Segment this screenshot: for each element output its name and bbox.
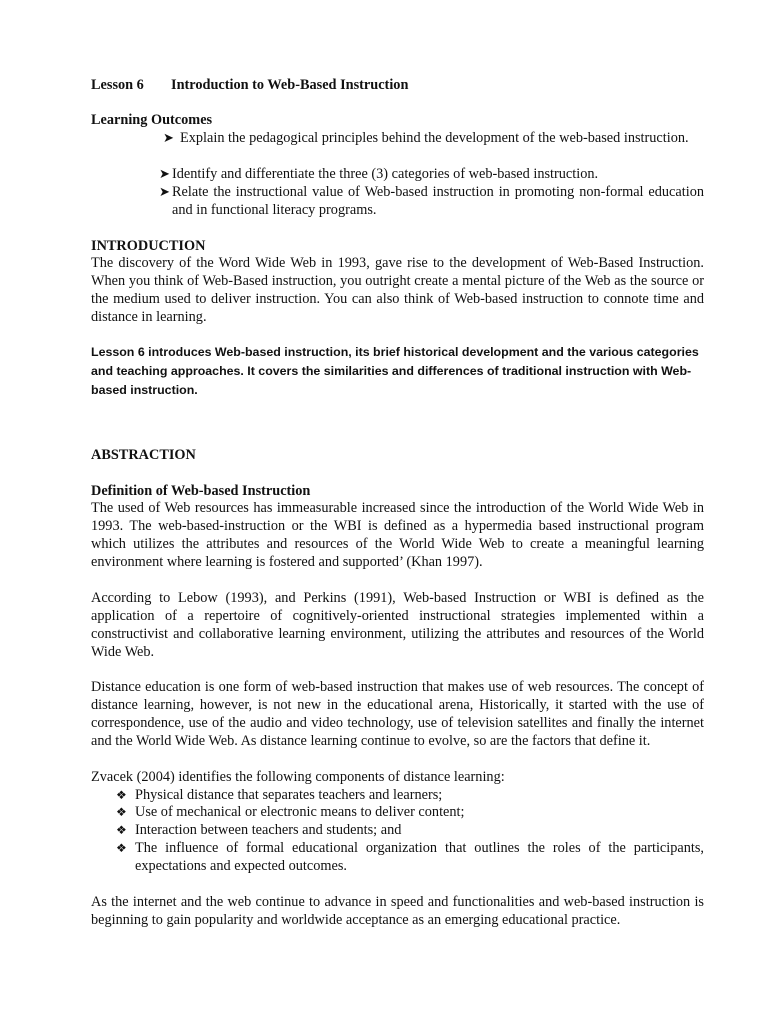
arrow-bullet-icon: ➤ (159, 184, 170, 199)
components-intro: Zvacek (2004) identifies the following components of distance learning: (91, 769, 505, 785)
component-item (116, 786, 704, 804)
lesson-title-text: Introduction to Web-Based Instruction (171, 77, 409, 93)
definition-paragraph-1: The used of Web resources has immeasurable increased since the introduction of the World Wide Web in 1993. The web-based-instruction or the WBI is defined as a hypermedia based instructional program which utilizes the attributes and resources of the World Wide Web to create a meaningful learning environment where learning is fostered and supported’ (Khan 1997). (91, 500, 704, 570)
outcome-item (159, 165, 704, 183)
component-item (116, 821, 704, 839)
definition-heading: Definition of Web-based Instruction (91, 483, 311, 499)
outcome-item (163, 129, 704, 147)
component-item (116, 839, 704, 875)
outcome-text: Relate the instructional value of Web-based instruction in promoting non-formal education and in functional literacy programs. (172, 184, 704, 218)
component-item (116, 803, 704, 821)
abstraction-heading: ABSTRACTION (91, 447, 196, 463)
definition-paragraph-2: According to Lebow (1993), and Perkins (1991), Web-based Instruction or WBI is defined as the application of a repertoire of cognitively-oriented instructional strategies implemented within a constructivist and collaborative learning environment, utilizing the attributes and resources of the World Wide Web. (91, 590, 704, 660)
distance-education-paragraph: Distance education is one form of web-based instruction that makes use of web resources. The concept of distance learning, however, is not new in the educational arena, Historically, it started with the use of correspondence, use of the audio and video technology, use of television satellites and finally the internet and the World Wide Web. As distance learning continue to evolve, so are the factors that define it. (91, 679, 704, 749)
lesson-number: Lesson 6 (91, 77, 144, 93)
component-text: Interaction between teachers and students; and (135, 822, 402, 838)
diamond-bullet-icon: ❖ (116, 841, 127, 855)
outcome-text: Explain the pedagogical principles behind the development of the web-based instruction. (180, 130, 689, 146)
diamond-bullet-icon: ❖ (116, 805, 127, 819)
introduction-paragraph: The discovery of the Word Wide Web in 1993, gave rise to the development of Web-Based Instruction. When you think of Web-Based instruction, you outright create a mental picture of the Web as the source or the medium used to deliver instruction. You can also think of Web-based instruction to connote time and distance in learning. (91, 255, 704, 325)
component-text: Use of mechanical or electronic means to deliver content; (135, 804, 465, 820)
outcome-item (159, 183, 704, 219)
diamond-bullet-icon: ❖ (116, 788, 127, 802)
lesson-title (91, 76, 704, 94)
component-text: Physical distance that separates teachers and learners; (135, 787, 443, 803)
component-text: The influence of formal educational organization that outlines the roles of the participants, expectations and expected outcomes. (135, 840, 704, 874)
outcome-text: Identify and differentiate the three (3) categories of web-based instruction. (172, 166, 599, 182)
learning-outcomes-heading: Learning Outcomes (91, 112, 213, 128)
diamond-bullet-icon: ❖ (116, 823, 127, 837)
arrow-bullet-icon: ➤ (163, 130, 174, 145)
arrow-bullet-icon: ➤ (159, 166, 170, 181)
closing-paragraph: As the internet and the web continue to advance in speed and functionalities and web-based instruction is beginning to gain popularity and worldwide acceptance as an emerging educational practice. (91, 894, 704, 928)
lesson-overview: Lesson 6 introduces Web-based instruction, its brief historical development and the various categories and teaching approaches. It covers the similarities and differences of traditional instruction with Web-based instruction. (91, 345, 699, 397)
introduction-heading: INTRODUCTION (91, 238, 206, 254)
